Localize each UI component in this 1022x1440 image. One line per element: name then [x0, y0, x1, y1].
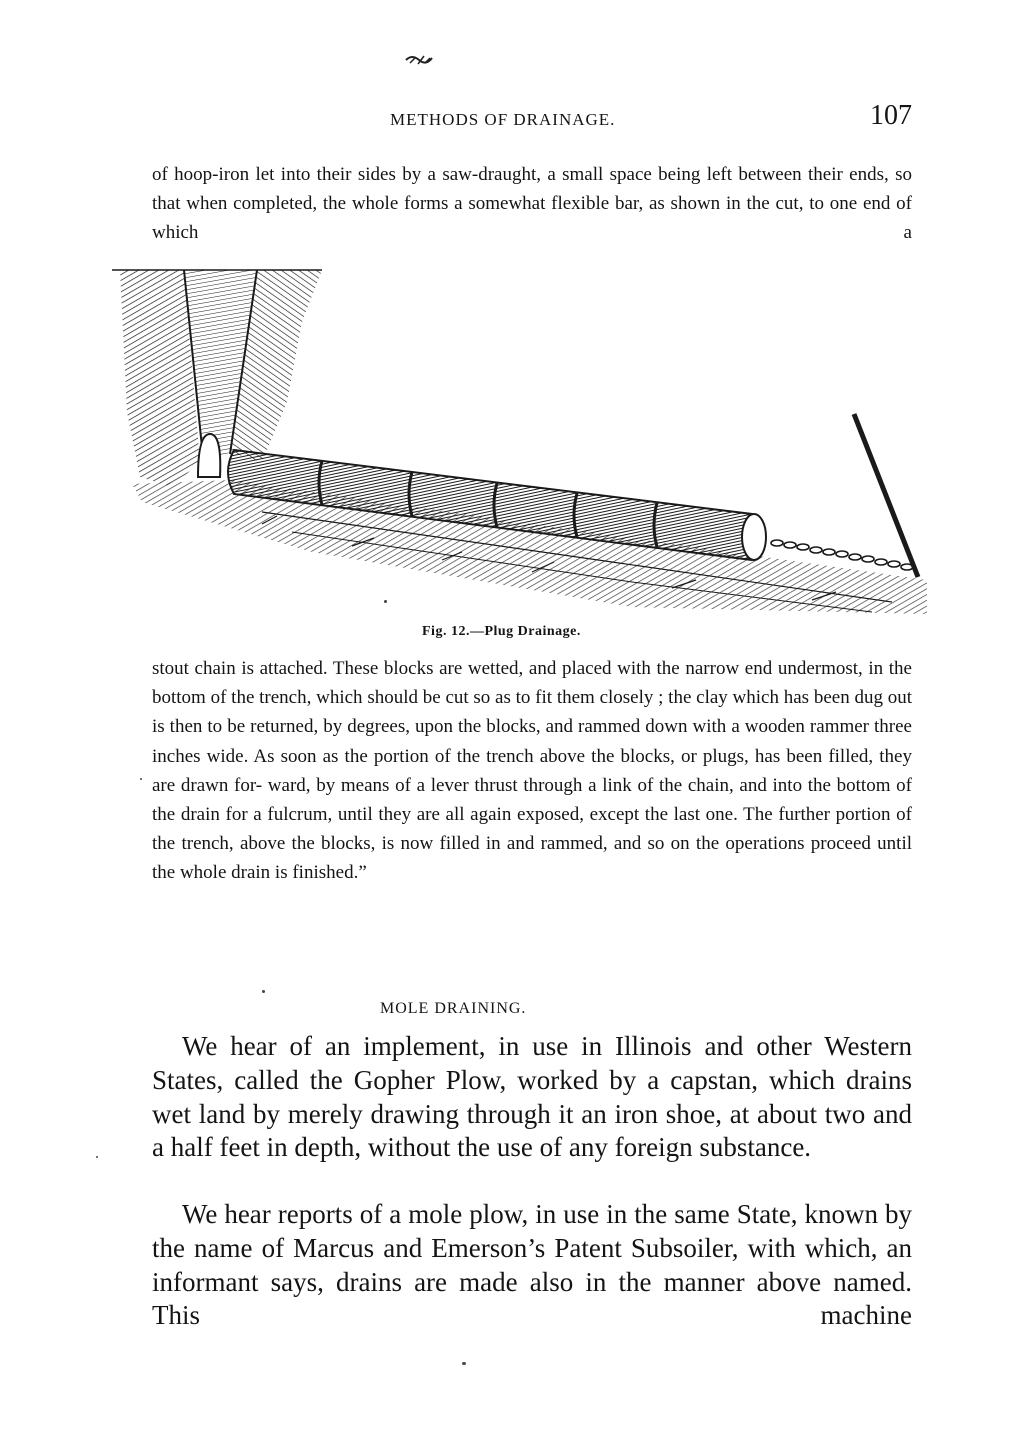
- running-title: METHODS OF DRAINAGE.: [390, 110, 616, 129]
- print-speck: [96, 1156, 98, 1158]
- printer-ornament-icon: [404, 52, 434, 68]
- paragraph-plug-drainage: stout chain is attached. These blocks are wetted, and placed with the narrow end undermost, in the bottom of the trench, which should be cut so as to fit them closely ; the clay which has been dug out is then to be returned, by degrees, upon the blocks, and rammed down with a wooden rammer three inches wide. As soon as the portion of the trench above the blocks, or plugs, has been filled, they are drawn for- ward, by means of a lever thrust through a link of the chain, and into the bottom of the drain for a fulcrum, until they are all again exposed, except the last one. The further portion of the trench, above the blocks, is now filled in and rammed, and so on the operations proceed until the whole drain is finished.”: [152, 658, 912, 884]
- paragraph-continuation: of hoop-iron let into their sides by a saw-draught, a small space being left between their ends, so that when completed, the whole forms a somewhat flexible bar, as shown in the cut, to one end of which a: [152, 164, 912, 244]
- print-speck: [140, 778, 142, 780]
- lever: [854, 414, 922, 577]
- section-heading: MOLE DRAINING.: [380, 1000, 527, 1017]
- paragraph-gopher-plow: We hear of an implement, in use in Illinois and other Western States, called the Gopher Plow, worked by a capstan, which drains wet land by merely drawing through it an iron shoe, at about two and a half feet in depth, without the use of any foreign substance.: [152, 1031, 912, 1163]
- print-speck: [262, 990, 265, 993]
- figure-caption: Fig. 12.—Plug Drainage.: [422, 624, 581, 639]
- print-speck: [462, 1362, 466, 1365]
- paragraph-mole-plow: We hear reports of a mole plow, in use in the same State, known by the name of Marcus and Emerson’s Patent Subsoiler, with which, an informant says, drains are made also in the manner above named. This machine: [152, 1199, 912, 1331]
- page-number: 107: [870, 100, 912, 131]
- print-speck: [384, 600, 387, 603]
- plug-drainage-illustration: [112, 262, 927, 622]
- running-head: [150, 100, 912, 134]
